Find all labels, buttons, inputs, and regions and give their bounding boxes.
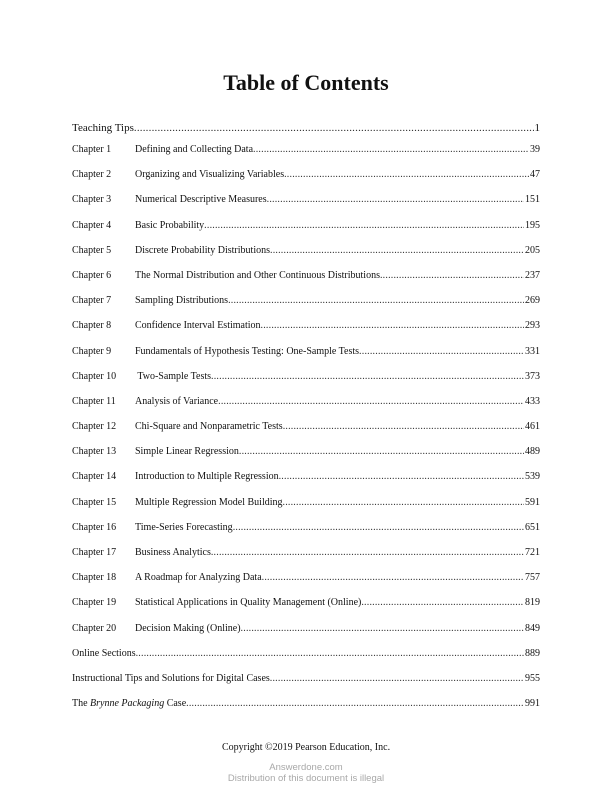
title-suffix: Case: [164, 698, 187, 710]
toc-entry-chapter: [72, 245, 540, 270]
chapter-label: Chapter 14: [72, 471, 117, 483]
chapter-page: 433: [525, 395, 540, 407]
chapter-page: 489: [525, 446, 540, 458]
chapter-label: Chapter 13: [72, 446, 117, 458]
chapter-title: Simple Linear Regression: [135, 446, 239, 458]
chapter-label: Chapter 12: [72, 421, 117, 433]
toc-entry-title: Online Sections: [72, 647, 136, 659]
toc-entry-chapter: [72, 194, 540, 219]
dot-leader: [267, 194, 524, 205]
dot-leader: [270, 245, 524, 256]
chapter-page: 237: [525, 269, 540, 281]
chapter-page: 151: [525, 194, 540, 206]
toc-entry-teaching-tips: [72, 122, 540, 144]
dot-leader: [136, 648, 524, 659]
dot-leader: [204, 220, 524, 231]
dot-leader: [239, 446, 524, 457]
chapter-title: Numerical Descriptive Measures: [135, 194, 267, 206]
chapter-label: Chapter 15: [72, 496, 117, 508]
table-of-contents: [72, 122, 540, 723]
chapter-title: Basic Probability: [135, 219, 205, 231]
toc-entry-chapter: [72, 346, 540, 371]
chapter-label: Chapter 7: [72, 295, 112, 307]
toc-entry-chapter: [72, 169, 540, 194]
watermark-notice: Distribution of this document is illegal: [227, 773, 385, 784]
chapter-label: Chapter 19: [72, 597, 117, 609]
dot-leader: [270, 673, 524, 684]
toc-entry-chapter: [72, 371, 540, 396]
chapter-page: 591: [525, 496, 540, 508]
title-prefix: The: [72, 698, 91, 710]
chapter-page: 39: [530, 144, 540, 155]
toc-entry-chapter: [72, 144, 540, 169]
chapter-title: The Normal Distribution and Other Continuous Distributions: [135, 269, 380, 281]
chapter-title: Decision Making (Online): [135, 622, 241, 634]
dot-leader: [186, 698, 524, 709]
dot-leader: [253, 144, 529, 155]
chapter-label: Chapter 16: [72, 521, 117, 533]
chapter-label: Chapter 9: [72, 345, 112, 357]
chapter-title: Two-Sample Tests: [135, 370, 212, 382]
chapter-page: 757: [525, 572, 540, 584]
chapter-label: Chapter 5: [72, 244, 112, 256]
toc-entry-chapter: [72, 522, 540, 547]
chapter-page: 205: [525, 244, 540, 256]
toc-entry-chapter: [72, 396, 540, 421]
toc-entry-chapter: [72, 547, 540, 572]
toc-entry-chapter: [72, 446, 540, 471]
toc-entry-page: 889: [525, 647, 540, 659]
toc-entry-brynne-packaging-case: [72, 698, 540, 723]
toc-entry-chapter: [72, 471, 540, 496]
toc-entry-title: Teaching Tips: [72, 122, 134, 134]
chapter-title: Organizing and Visualizing Variables: [135, 169, 285, 181]
chapter-page: 721: [525, 547, 540, 558]
dot-leader: [261, 320, 524, 331]
chapter-title: Analysis of Variance: [135, 395, 219, 407]
chapter-label: Chapter 18: [72, 572, 117, 584]
copyright-footer: Copyright ©2019 Pearson Education, Inc.: [221, 742, 391, 753]
chapter-page: 849: [525, 622, 540, 634]
chapter-title: Time-Series Forecasting: [135, 521, 233, 533]
chapter-list: [72, 144, 540, 648]
title-italic: Brynne Packaging: [90, 698, 165, 710]
chapter-page: 331: [525, 345, 540, 357]
chapter-label: Chapter 8: [72, 320, 112, 332]
chapter-page: 269: [525, 295, 540, 307]
chapter-title: Confidence Interval Estimation: [135, 320, 261, 332]
toc-entry-title: [72, 698, 186, 709]
chapter-label: Chapter 1: [72, 144, 112, 155]
chapter-title: A Roadmap for Analyzing Data: [135, 572, 262, 584]
toc-entry-page: 1: [534, 122, 540, 134]
dot-leader: [279, 471, 524, 482]
chapter-title: Business Analytics: [135, 547, 211, 558]
chapter-label: Chapter 10: [72, 370, 117, 382]
dot-leader: [283, 421, 524, 432]
dot-leader: [228, 295, 524, 306]
watermark: [0, 762, 612, 784]
chapter-page: 651: [525, 521, 540, 533]
chapter-page: 819: [525, 597, 540, 609]
chapter-page: 461: [525, 421, 540, 433]
chapter-page: 47: [530, 169, 540, 181]
chapter-title: Multiple Regression Model Building: [135, 496, 283, 508]
dot-leader: [262, 572, 524, 583]
toc-entry-chapter: [72, 572, 540, 597]
dot-leader: [211, 371, 524, 382]
toc-entry-chapter: [72, 497, 540, 522]
chapter-title: Sampling Distributions: [135, 295, 229, 307]
dot-leader: [283, 497, 525, 508]
dot-leader: [134, 122, 534, 134]
chapter-label: Chapter 11: [72, 395, 116, 407]
chapter-label: Chapter 3: [72, 194, 112, 206]
toc-entry-online-sections: [72, 648, 540, 673]
toc-entry-chapter: [72, 320, 540, 345]
toc-entry-chapter: [72, 295, 540, 320]
toc-entry-page: 955: [525, 672, 540, 684]
toc-entry-chapter: [72, 220, 540, 245]
toc-entry-page: 991: [525, 698, 540, 710]
chapter-label: Chapter 4: [72, 219, 112, 231]
toc-entry-chapter: [72, 623, 540, 648]
chapter-label: Chapter 17: [72, 547, 117, 558]
chapter-label: Chapter 2: [72, 169, 112, 181]
dot-leader: [218, 396, 524, 407]
dot-leader: [241, 623, 524, 634]
chapter-title: Introduction to Multiple Regression: [135, 471, 279, 483]
chapter-page: 195: [525, 219, 540, 231]
chapter-title: Statistical Applications in Quality Management (Online): [135, 597, 362, 609]
toc-entry-title: Instructional Tips and Solutions for Digital Cases: [72, 672, 270, 684]
chapter-title: Fundamentals of Hypothesis Testing: One-Sample Tests: [135, 345, 360, 357]
toc-entry-instructional-tips: [72, 673, 540, 698]
chapter-page: 293: [525, 320, 540, 332]
chapter-title: Chi-Square and Nonparametric Tests: [135, 421, 283, 433]
chapter-title: Defining and Collecting Data: [135, 144, 254, 155]
chapter-label: Chapter 20: [72, 622, 117, 634]
chapter-label: Chapter 6: [72, 269, 112, 281]
toc-entry-chapter: [72, 597, 540, 622]
chapter-title: Discrete Probability Distributions: [135, 244, 270, 256]
watermark-site: Answerdone.com: [269, 762, 343, 773]
dot-leader: [361, 597, 524, 608]
dot-leader: [359, 346, 524, 357]
chapter-page: 373: [525, 370, 540, 382]
dot-leader: [211, 547, 524, 558]
dot-leader: [233, 522, 524, 533]
chapter-page: 539: [525, 471, 540, 483]
toc-entry-chapter: [72, 270, 540, 295]
toc-entry-chapter: [72, 421, 540, 446]
page-title: Table of Contents: [223, 70, 389, 95]
dot-leader: [284, 169, 529, 180]
dot-leader: [380, 270, 524, 281]
